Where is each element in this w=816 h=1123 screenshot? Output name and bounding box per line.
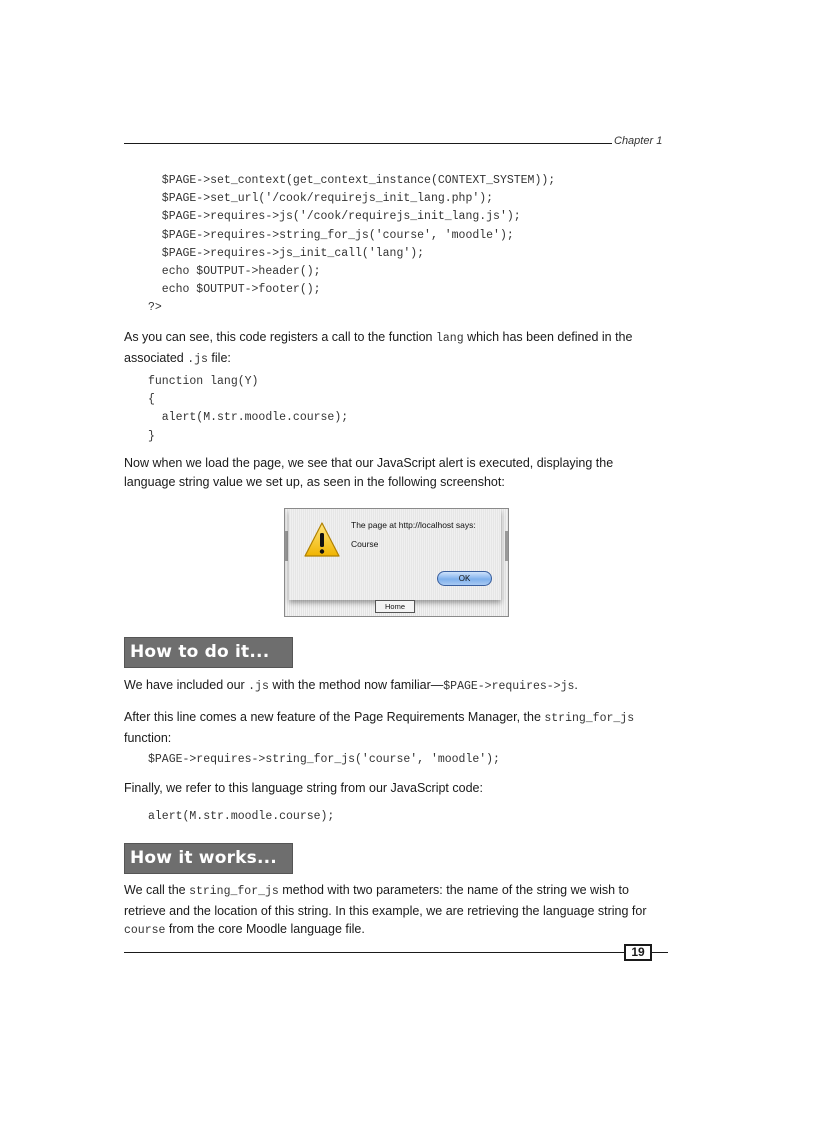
- ok-button[interactable]: OK: [437, 571, 492, 586]
- paragraph-1: As you can see, this code registers a call to the function lang which has been defined in the associated .js file:: [124, 330, 633, 366]
- code-line: ?>: [148, 301, 162, 315]
- alert-title: The page at http://localhost says:: [351, 520, 476, 530]
- code-line: $PAGE->set_url('/cook/requirejs_init_lang.php');: [148, 192, 494, 206]
- code-block-2: [148, 373, 348, 446]
- code-line: {: [148, 393, 155, 407]
- code-line: $PAGE->requires->string_for_js('course', 'moodle');: [148, 228, 514, 242]
- alert-screenshot: [284, 508, 509, 617]
- code-line: alert(M.str.moodle.course);: [148, 411, 349, 425]
- header-rule: [124, 143, 612, 144]
- code-line: }: [148, 429, 155, 443]
- code-line: function lang(Y): [148, 375, 259, 388]
- footer-rule-right: [652, 952, 668, 953]
- code-line: $PAGE->requires->js_init_call('lang');: [148, 246, 425, 260]
- code-line: $PAGE->requires->js('/cook/requirejs_init_lang.js');: [148, 210, 521, 224]
- chapter-label: Chapter 1: [614, 135, 663, 147]
- section-heading-how-it-works: How it works...: [124, 843, 293, 874]
- alert-message: Course: [351, 539, 379, 549]
- window-frame-left: [285, 531, 288, 561]
- code-line-alert: alert(M.str.moodle.course);: [148, 810, 335, 823]
- paragraph-2: Now when we load the page, we see that our JavaScript alert is executed, displaying the language string value we set up, as seen in the following screenshot:: [124, 456, 614, 489]
- code-line: $PAGE->set_context(get_context_instance(CONTEXT_SYSTEM));: [148, 174, 556, 187]
- paragraph-3: We have included our .js with the method now familiar—$PAGE->requires->js.: [124, 678, 578, 693]
- home-button[interactable]: Home: [375, 600, 415, 613]
- window-frame-right: [505, 531, 508, 561]
- code-line: echo $OUTPUT->footer();: [148, 283, 321, 297]
- paragraph-5: Finally, we refer to this language string from our JavaScript code:: [124, 781, 483, 795]
- footer-rule-left: [124, 952, 624, 953]
- paragraph-6: We call the string_for_js method with two parameters: the name of the string we wish to retrieve and the location of this string. In this example, we are retrieving the language string for course from the core Moodle language file.: [124, 883, 647, 937]
- paragraph-4: After this line comes a new feature of the Page Requirements Manager, the string_for_js function:: [124, 710, 635, 745]
- code-block-1: [148, 172, 555, 318]
- page-number: 19: [624, 944, 652, 961]
- code-line-string-for-js: $PAGE->requires->string_for_js('course', 'moodle');: [148, 753, 500, 766]
- section-heading-how-to: How to do it...: [124, 637, 293, 668]
- warning-icon: [303, 521, 341, 559]
- code-line: echo $OUTPUT->header();: [148, 265, 321, 279]
- alert-dialog: [289, 509, 501, 600]
